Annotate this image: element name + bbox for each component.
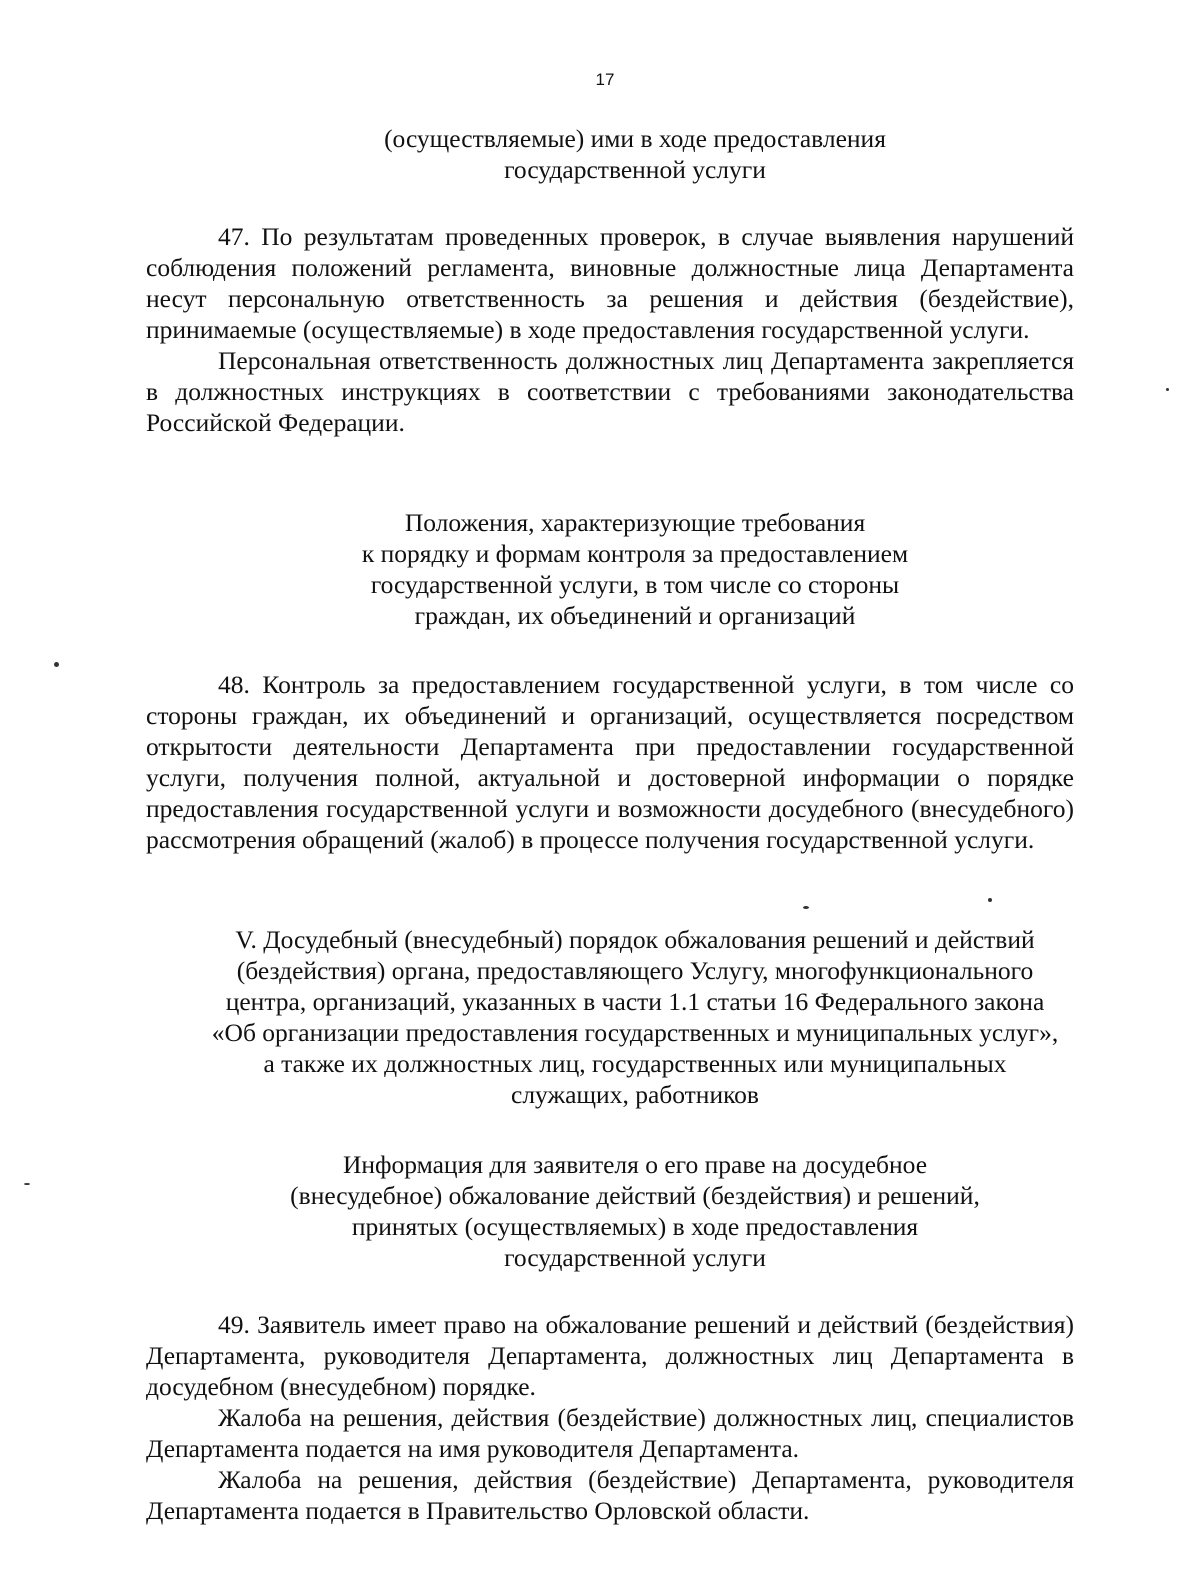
scan-speck — [24, 1183, 30, 1185]
heading-line: государственной услуги — [504, 1243, 766, 1272]
heading-control — [100, 507, 1170, 631]
paragraph-47: 47. По результатам проведенных проверок, в случае выявления нарушений соблюдения положений регламента, виновные должностные лица Департамента несут персональную ответственность за решения и действия (бездействие), принимаемые (осуществляемые) в ходе предоставления государственной услуги. — [146, 222, 1074, 344]
paragraph-49: 49. Заявитель имеет право на обжалование решений и действий (бездействия) Департамента, руководителя Департамента, должностных лиц Департамента в досудебном (внесудебном) порядке. — [146, 1310, 1074, 1401]
section-49 — [146, 1309, 1074, 1526]
section-48 — [146, 669, 1074, 855]
section-47 — [146, 221, 1074, 438]
heading-line: центра, организаций, указанных в части 1.1 статьи 16 Федерального закона — [225, 987, 1045, 1016]
heading-line: служащих, работников — [511, 1080, 759, 1109]
heading-line: а также их должностных лиц, государственных или муниципальных — [263, 1049, 1007, 1078]
paragraph-47-responsibility: Персональная ответственность должностных лиц Департамента закрепляется в должностных инструкциях в соответствии с требованиями законодательства Российской Федерации. — [146, 346, 1074, 437]
scan-speck — [988, 898, 992, 902]
heading-line: Информация для заявителя о его праве на досудебное — [342, 1150, 928, 1179]
heading-line: государственной услуги — [504, 155, 766, 184]
heading-line: «Об организации предоставления государственных и муниципальных услуг», — [211, 1018, 1059, 1047]
heading-line: (внесудебное) обжалование действий (бездействия) и решений, — [290, 1181, 980, 1210]
heading-line: (бездействия) органа, предоставляющего Услугу, многофункционального — [236, 956, 1034, 985]
heading-info — [100, 1149, 1170, 1273]
heading-line: к порядку и формам контроля за предоставлением — [361, 539, 909, 568]
paragraph-49-complaint-officials: Жалоба на решения, действия (бездействие) должностных лиц, специалистов Департамента подается на имя руководителя Департамента. — [146, 1403, 1074, 1463]
heading-section-v — [100, 924, 1170, 1110]
scan-speck — [54, 662, 59, 667]
scan-speck — [1166, 388, 1169, 391]
heading-line: граждан, их объединений и организаций — [414, 601, 856, 630]
heading-top — [100, 123, 1170, 185]
heading-line: V. Досудебный (внесудебный) порядок обжалования решений и действий — [235, 925, 1035, 954]
paragraph-49-complaint-department: Жалоба на решения, действия (бездействие) Департамента, руководителя Департамента подается в Правительство Орловской области. — [146, 1465, 1074, 1525]
scan-speck — [803, 906, 809, 909]
heading-line: Положения, характеризующие требования — [404, 508, 866, 537]
heading-line: принятых (осуществляемых) в ходе предоставления — [351, 1212, 919, 1241]
heading-line: (осуществляемые) ими в ходе предоставления — [384, 124, 886, 153]
heading-line: государственной услуги, в том числе со стороны — [370, 570, 900, 599]
page-number: 17 — [595, 70, 615, 89]
paragraph-48: 48. Контроль за предоставлением государственной услуги, в том числе со стороны граждан, их объединений и организаций, осуществляется посредством открытости деятельности Департамента при предоставлении государственной услуги, получения полной, актуальной и достоверной информации о порядке предоставления государственной услуги и возможности досудебного (внесудебного) рассмотрения обращений (жалоб) в процессе получения государственной услуги. — [146, 670, 1074, 854]
